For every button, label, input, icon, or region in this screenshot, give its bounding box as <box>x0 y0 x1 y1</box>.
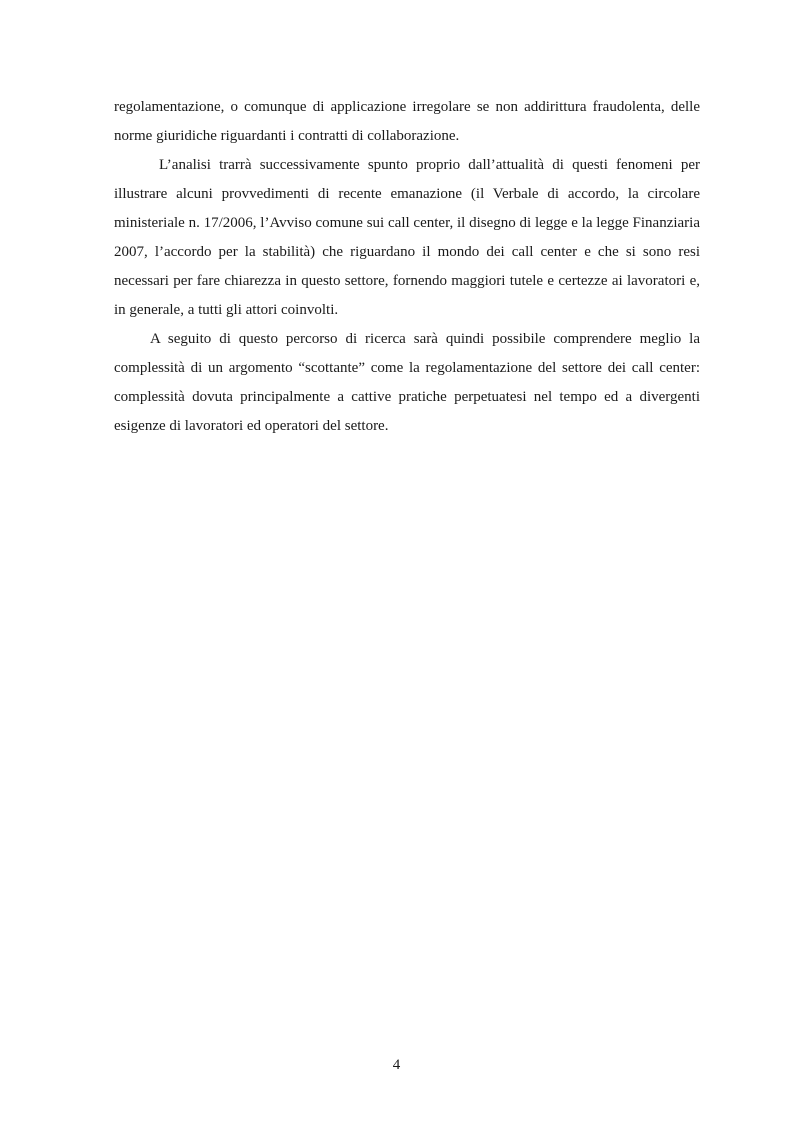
body-text <box>114 93 700 441</box>
paragraph-conclusion: A seguito di questo percorso di ricerca sarà quindi possibile comprendere meglio la complessità di un argomento “scottante” come la regolamentazione del settore dei call center: complessità dovuta principalmente a cattive pratiche perpetuatesi nel tempo ed a divergenti esigenze di lavoratori ed operatori del settore. <box>114 331 700 434</box>
page-number: 4 <box>392 1057 401 1073</box>
paragraph-continuation: regolamentazione, o comunque di applicazione irregolare se non addirittura fraudolenta, delle norme giuridiche riguardanti i contratti di collaborazione. <box>114 99 700 144</box>
paragraph-analysis: L’analisi trarrà successivamente spunto proprio dall’attualità di questi fenomeni per illustrare alcuni provvedimenti di recente emanazione (il Verbale di accordo, la circolare ministeriale n. 17/2006, l’Avviso comune sui call center, il disegno di legge e la legge Finanziaria 2007, l’accordo per la stabilità) che riguardano il mondo dei call center e che si sono resi necessari per fare chiarezza in questo settore, fornendo maggiori tutele e certezze ai lavoratori e, in generale, a tutti gli attori coinvolti. <box>114 157 700 318</box>
